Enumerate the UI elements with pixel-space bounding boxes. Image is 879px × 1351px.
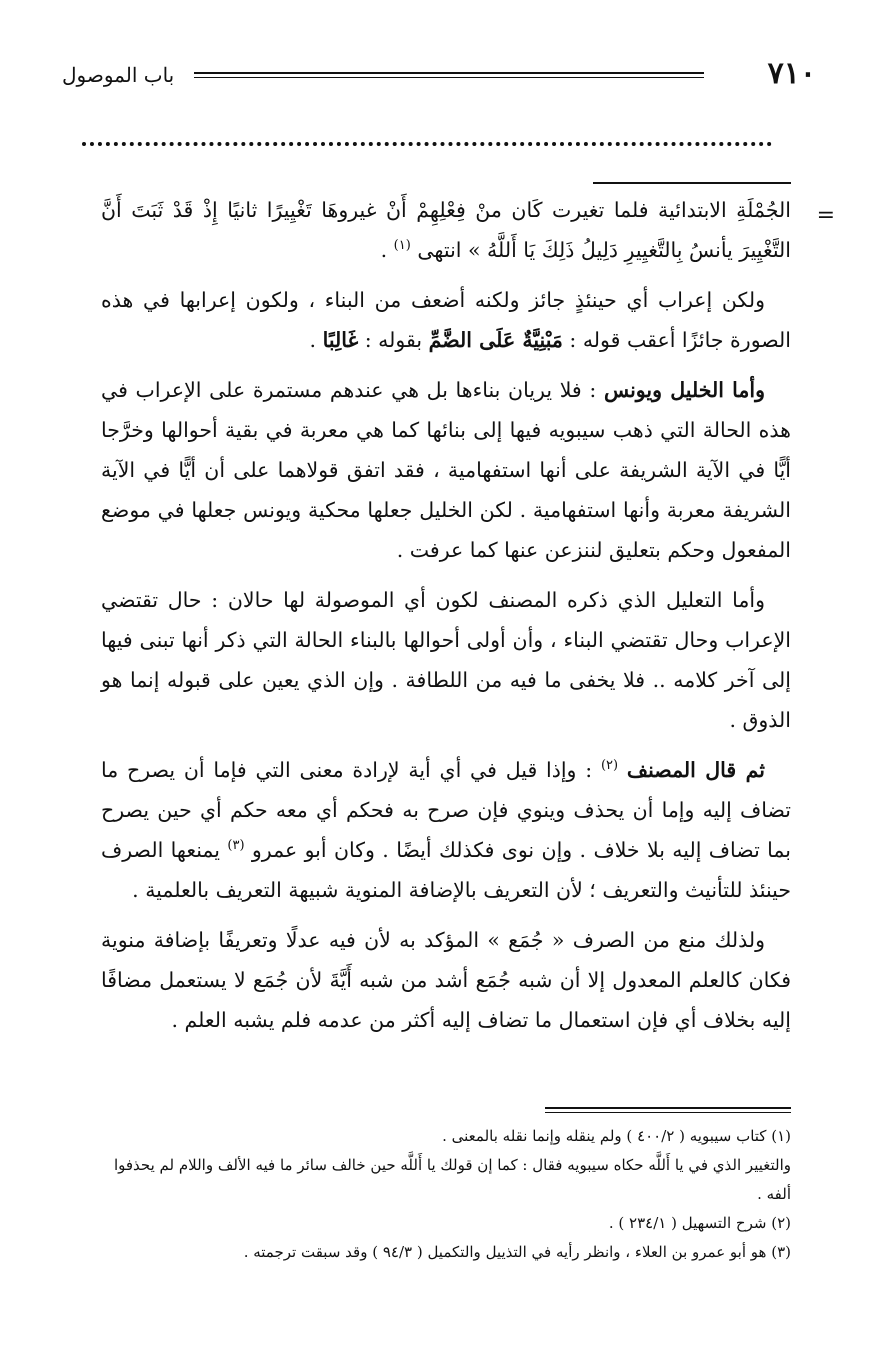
paragraph-lead: ثم قال المصنف bbox=[626, 758, 765, 782]
paragraph-text: الجُمْلَةِ الابتدائية فلما تغيرت كَان منْ فِعْلِهِمْ أَنْ غيروهَا تَغْيِيرًا ثانيًا إِذْ قَدْ ثَبَتَ أَنَّ التَّغْيِيرَ يأنسُ بِالتَّغيِيرِ دَلِيلُ ذَلِكَ يَا أَللَّهُ » انتهى bbox=[101, 198, 791, 262]
paragraph-text: : وإذا قيل في أي أية لإرادة معنى التي فإما أن يصرح ما تضاف إليه وإما أن يحذف وينوي فإن صرح به فحكم أي معه حكم أي حين يصرح بما تضاف إليه بلا خلاف . وإن نوى فكذلك أيضًا . وكان أبو عمرو bbox=[101, 758, 791, 862]
footnote-ref: (٢) bbox=[600, 758, 619, 774]
footnotes bbox=[101, 1122, 791, 1267]
footnote-ref: (٣) bbox=[227, 838, 245, 854]
dotted-separator bbox=[82, 142, 772, 146]
page-number: ٧١٠ bbox=[767, 56, 816, 91]
footnote-rule bbox=[545, 1107, 791, 1113]
paragraph-end: . bbox=[380, 238, 394, 262]
paragraph-text: : فلا يريان بناءها بل هي عندهم مستمرة على الإعراب في هذه الحالة التي ذهب سيبويه فيها إلى بنائها كما هي معربة في بقية أحوالها وخرَّجا أيًّا في الآية الشريفة على أنها استفهامية ، فقد اتفق قولاهما على أن أيًّا في الآية الشريفة معربة وأنها استفهامية . لكن الخليل جعلها محكية ويونس جعلها في موضع المفعول وحكم بتعليق لننزعن عنها كما عرفت . bbox=[101, 378, 791, 562]
paragraph bbox=[101, 190, 791, 270]
paragraph bbox=[101, 280, 791, 360]
paragraph-text: وأما التعليل الذي ذكره المصنف لكون أي الموصولة لها حالان : حال تقتضي الإعراب وحال تقتضي البناء ، وأن أولى أحوالها بالبناء الحالة التي ذكر أنها تبنى فيها إلى آخر كلامه .. فلا يخفى ما فيه من اللطافة . وإن الذي يعين على قبوله إنما هو الذوق . bbox=[101, 588, 791, 732]
paragraph bbox=[101, 580, 791, 740]
footnote-ref: (١) bbox=[393, 238, 411, 254]
footnote: (٣) هو أبو عمرو بن العلاء ، وانظر رأيه في التذييل والتكميل ( ٩٤/٣ ) وقد سبقت ترجمته . bbox=[243, 1243, 791, 1261]
header-rule bbox=[194, 72, 704, 78]
page-header bbox=[62, 56, 816, 96]
quoted-term: غَالِبًا bbox=[322, 328, 359, 352]
paragraph-text: ولذلك منع من الصرف « جُمَع » المؤكد به لأن فيه عدلًا وتعريفًا بإضافة منوية فكان كالعلم المعدول إلا أن شبه جُمَع أشد من شبه أَيَّةَ لأن جُمَع لا يستعمل مضافًا إليه بخلاف أي فإن استعمال ما تضاف إليه أكثر من عدمه فلم يشبه العلم . bbox=[101, 928, 791, 1032]
footnote: والتغيير الذي في يا أَللَّه حكاه سيبويه فقال : كما إن قولك يا أَللَّه حين خالف سائر ما فيه الألف واللام لم يحذفوا ألفه . bbox=[113, 1156, 791, 1203]
continuation-rule bbox=[593, 182, 791, 184]
paragraph bbox=[101, 370, 791, 570]
paragraph-end: يمنعها الصرف حينئذ للتأنيث والتعريف ؛ لأن التعريف بالإضافة المنوية شبيهة التعريف بالعلمية . bbox=[101, 838, 791, 902]
continuation-mark: = bbox=[816, 203, 835, 228]
paragraph-text: ولكن إعراب أي حينئذٍ جائز ولكنه أضعف من البناء ، ولكون إعرابها في هذه الصورة جائزًا أعقب قوله : bbox=[101, 288, 791, 352]
paragraph-end: . bbox=[309, 328, 323, 352]
paragraph-lead: وأما الخليل ويونس bbox=[603, 378, 765, 402]
quoted-term: مَبْنِيَّةٌ عَلَى الضَّمِّ bbox=[428, 328, 563, 352]
paragraph bbox=[101, 750, 791, 910]
chapter-title: باب الموصول bbox=[62, 63, 175, 87]
footnote: (١) كتاب سيبويه ( ٤٠٠/٢ ) ولم ينقله وإنما نقله بالمعنى . bbox=[442, 1127, 791, 1145]
paragraph-text: بقوله : bbox=[358, 328, 429, 352]
footnote: (٢) شرح التسهيل ( ٢٣٤/١ ) . bbox=[608, 1214, 791, 1232]
main-text bbox=[101, 190, 791, 1050]
paragraph bbox=[101, 920, 791, 1040]
